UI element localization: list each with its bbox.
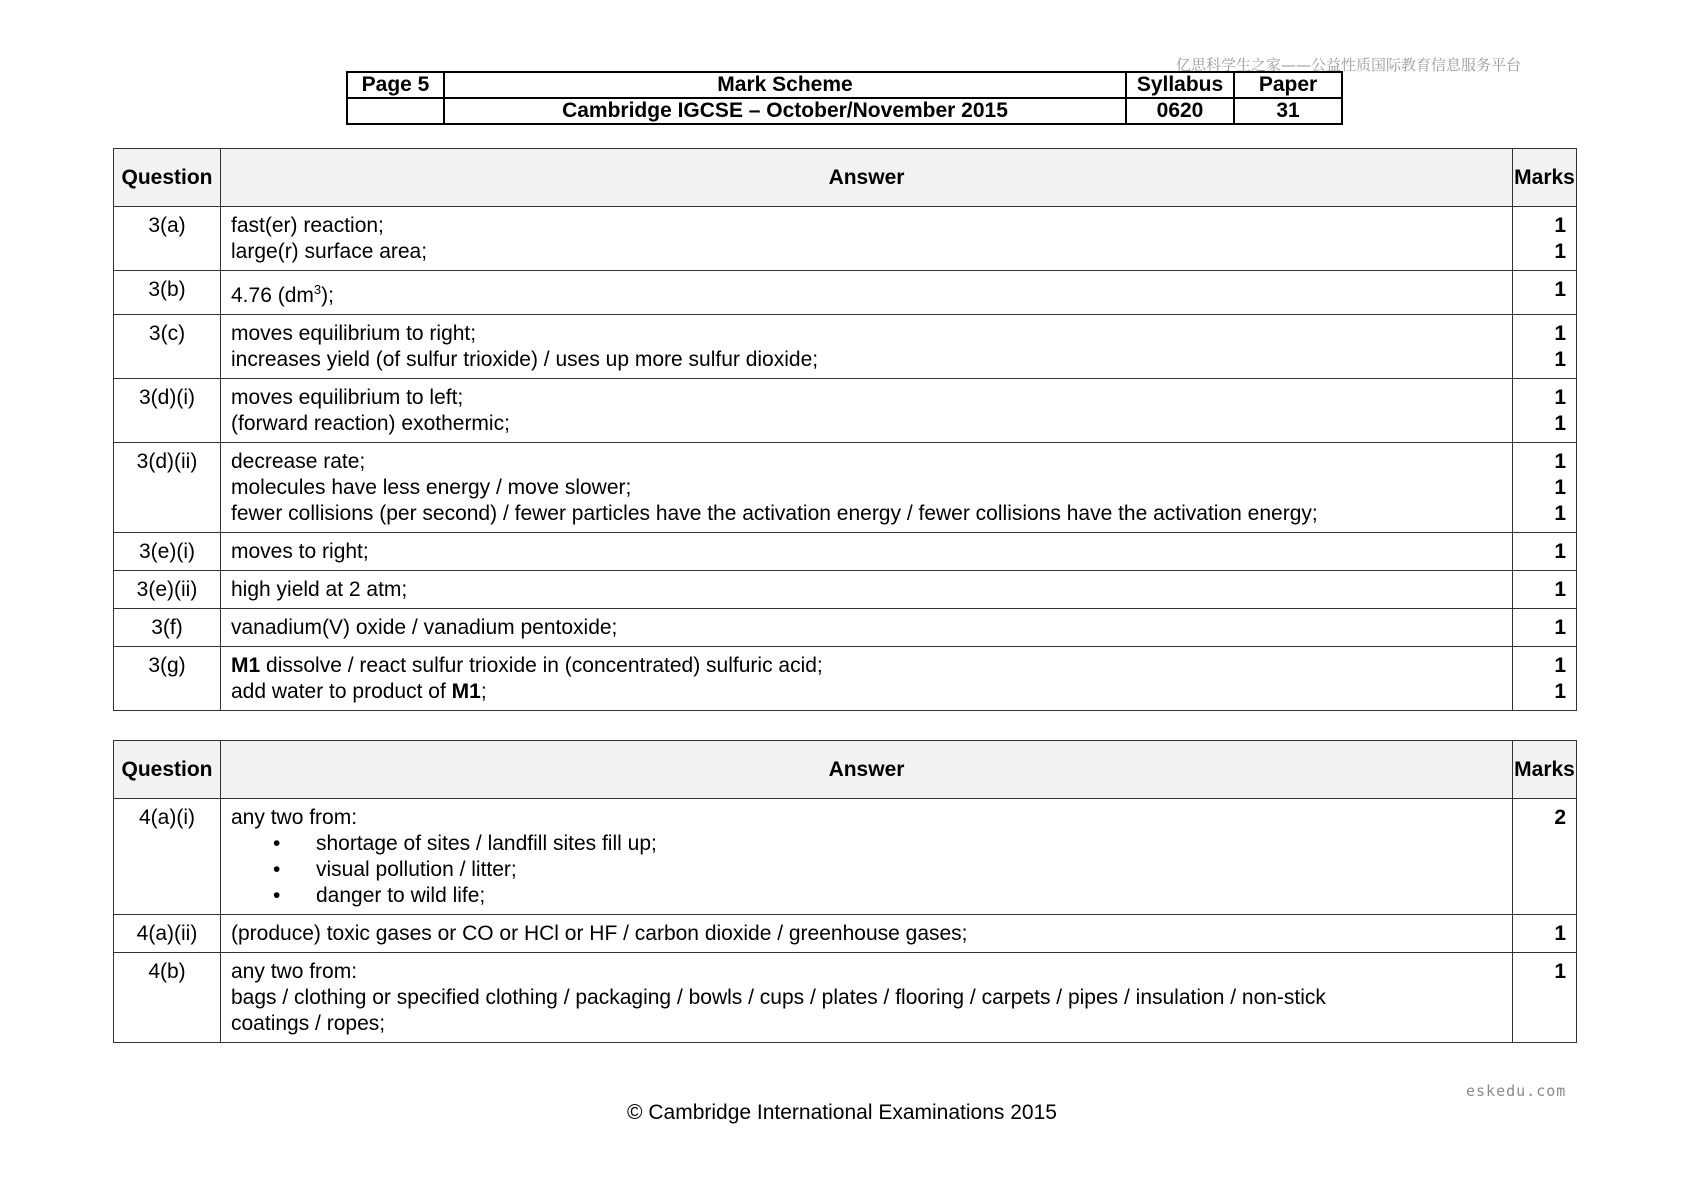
answer-line: moves equilibrium to left; [231,386,464,409]
answer-line: molecules have less energy / move slower; [231,476,632,499]
question-number: 3(d)(i) [114,379,221,443]
mark-value: 1 [1554,922,1566,945]
answer-cell [221,953,1513,1043]
syllabus-code: 0620 [1126,98,1234,124]
mark-value: 2 [1554,806,1566,829]
marks-cell [1513,915,1577,953]
table-row [114,647,1577,711]
answer-text-end: ; [480,680,487,703]
marks-cell [1513,379,1577,443]
answer-line: bags / clothing or specified clothing / packaging / bowls / cups / plates / flooring / carpets / pipes / insulation / non-stick coatings / ropes; [231,986,1326,1035]
mark-value: 1 [1554,476,1566,499]
table-row [114,207,1577,271]
bullet-item: • visual pollution / litter; [231,857,1502,883]
answer-line: moves to right; [231,540,369,563]
answer-header: Answer [221,741,1513,799]
mark-value: 1 [1554,540,1566,563]
table-row [114,533,1577,571]
table-row [114,271,1577,315]
answer-line: decrease rate; [231,450,366,473]
answer-cell [221,915,1513,953]
answer-header: Answer [221,149,1513,207]
answer-cell [221,443,1513,533]
marks-cell [1513,571,1577,609]
watermark-bottom-text: eskedu.com [1466,1082,1567,1100]
mark-value: 1 [1554,502,1566,525]
mark-value: 1 [1554,322,1566,345]
marks-cell [1513,799,1577,915]
answer-cell [221,571,1513,609]
table-row [114,799,1577,915]
bullet-item: • danger to wild life; [231,883,1502,909]
marks-cell [1513,271,1577,315]
mark-value: 1 [1554,412,1566,435]
mark-value: 1 [1554,616,1566,639]
question-number: 4(a)(ii) [114,915,221,953]
marks-header: Marks [1513,149,1577,207]
answer-text: add water to product of [231,680,452,703]
table-row [114,915,1577,953]
m1-label: M1 [451,680,481,703]
answer-text: 4.76 (dm [231,284,314,307]
answer-cell [221,533,1513,571]
answer-cell [221,315,1513,379]
answer-cell [221,271,1513,315]
marks-cell [1513,533,1577,571]
marks-cell [1513,443,1577,533]
mark-value: 1 [1554,348,1566,371]
answer-cell [221,609,1513,647]
answer-line: fewer collisions (per second) / fewer particles have the activation energy / fewer collisions have the activation energy; [231,502,1318,525]
syllabus-label: Syllabus [1126,72,1234,98]
question-number: 3(b) [114,271,221,315]
question-number: 3(e)(i) [114,533,221,571]
question-header: Question [114,149,221,207]
mark-value: 1 [1554,578,1566,601]
copyright-footer: © Cambridge International Examinations 2015 [627,1101,1057,1124]
question-number: 3(g) [114,647,221,711]
paper-label: Paper [1234,72,1342,98]
marks-cell [1513,953,1577,1043]
answer-line: any two from: [231,806,358,829]
mark-scheme-table-q3 [113,148,1577,711]
table-row [114,571,1577,609]
page-header-table [346,71,1343,125]
answer-cell [221,647,1513,711]
answer-line: vanadium(V) oxide / vanadium pentoxide; [231,616,618,639]
mark-value: 1 [1554,450,1566,473]
table-row [114,315,1577,379]
mark-value: 1 [1554,240,1566,263]
answer-line: large(r) surface area; [231,240,428,263]
document-subtitle: Cambridge IGCSE – October/November 2015 [444,98,1126,124]
mark-value: 1 [1554,654,1566,677]
page-number: Page 5 [347,72,444,98]
table-row [114,443,1577,533]
question-number: 4(a)(i) [114,799,221,915]
marks-cell [1513,609,1577,647]
mark-value: 1 [1554,214,1566,237]
mark-scheme-table-q4 [113,740,1577,1043]
document-title: Mark Scheme [444,72,1126,98]
mark-value: 1 [1554,386,1566,409]
mark-value: 1 [1554,680,1566,703]
question-number: 3(f) [114,609,221,647]
question-header: Question [114,741,221,799]
question-number: 3(e)(ii) [114,571,221,609]
answer-line: high yield at 2 atm; [231,578,408,601]
superscript: 3 [313,282,322,297]
answer-cell [221,379,1513,443]
answer-line: fast(er) reaction; [231,214,384,237]
answer-line: (produce) toxic gases or CO or HCl or HF / carbon dioxide / greenhouse gases; [231,922,968,945]
question-number: 3(c) [114,315,221,379]
table-row [114,379,1577,443]
answer-cell [221,207,1513,271]
answer-line: (forward reaction) exothermic; [231,412,510,435]
answer-line [231,653,1502,679]
table-row [114,609,1577,647]
answer-line [231,679,1502,705]
marks-header: Marks [1513,741,1577,799]
marks-cell [1513,647,1577,711]
mark-value: 1 [1554,960,1566,983]
answer-line: moves equilibrium to right; [231,322,477,345]
marks-cell [1513,315,1577,379]
answer-text: dissolve / react sulfur trioxide in (concentrated) sulfuric acid; [260,654,823,677]
m1-label: M1 [231,654,261,677]
question-number: 4(b) [114,953,221,1043]
answer-line: increases yield (of sulfur trioxide) / uses up more sulfur dioxide; [231,348,819,371]
bullet-item: • shortage of sites / landfill sites fill up; [231,831,1502,857]
answer-line: any two from: [231,960,358,983]
paper-number: 31 [1234,98,1342,124]
answer-cell [221,799,1513,915]
page-number-blank [347,98,444,124]
mark-value: 1 [1554,278,1566,301]
table-row [114,953,1577,1043]
marks-cell [1513,207,1577,271]
question-number: 3(a) [114,207,221,271]
watermark-top-text: 亿思科学生之家——公益性质国际教育信息服务平台 [1176,56,1522,74]
question-number: 3(d)(ii) [114,443,221,533]
answer-text-end: ); [321,284,334,307]
